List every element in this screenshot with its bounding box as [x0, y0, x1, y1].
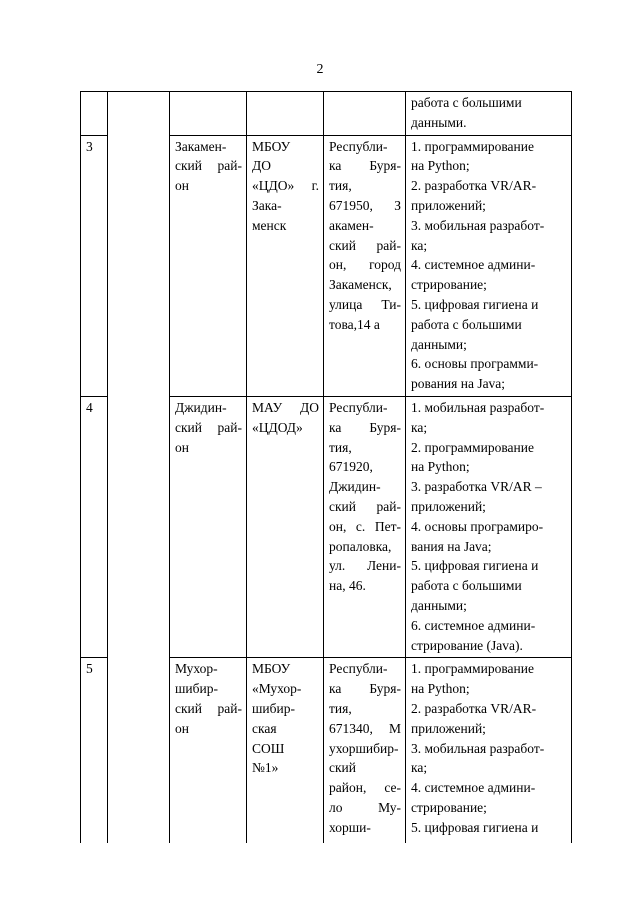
cell-district — [170, 135, 247, 396]
cell-line: на Python; — [411, 158, 470, 174]
cell-num — [81, 92, 108, 136]
cell-line: Джидин- — [175, 399, 227, 415]
cell-district — [170, 92, 247, 136]
cell-line: ка Буря- — [329, 681, 401, 697]
cell-line: хорши- — [329, 819, 371, 835]
cell-line: 1. программирование — [411, 661, 534, 677]
table-row — [81, 658, 572, 843]
cell-address — [324, 92, 406, 136]
cell-line: 3. разработка VR/AR – — [411, 479, 542, 495]
cell-line: он — [175, 439, 189, 455]
cell-line: работа с большими — [411, 578, 522, 594]
cell-line: ропаловка, — [329, 538, 392, 554]
cell-line: тия, — [329, 178, 352, 194]
cell-line: шибир- — [252, 700, 295, 716]
cell-district — [170, 396, 247, 657]
cell-line: стрирование; — [411, 799, 487, 815]
cell-line: улица Ти- — [329, 296, 401, 312]
cell-line: 3. мобильная разработ- — [411, 740, 545, 756]
cell-line: он, город — [329, 257, 401, 273]
cell-line: работа с большими — [411, 316, 522, 332]
cell-line: ло Му- — [329, 799, 401, 815]
cell-line: 5. цифровая гигиена и — [411, 558, 539, 574]
cell-line: тия, — [329, 700, 352, 716]
cell-line: «ЦДОД» — [252, 419, 303, 435]
table-row — [81, 135, 572, 396]
cell-line: Республи- — [329, 399, 388, 415]
cell-line: ский рай- — [175, 158, 242, 174]
cell-line: приложений; — [411, 498, 486, 514]
cell-line: менск — [252, 217, 287, 233]
cell-line: вания на Java; — [411, 538, 492, 554]
cell-region — [108, 92, 170, 136]
cell-line: Закамен- — [175, 138, 227, 154]
cell-line: данными. — [411, 114, 467, 130]
cell-line: ка; — [411, 419, 428, 435]
cell-line: 6. системное админи- — [411, 617, 536, 633]
cell-line: ул. Лени- — [329, 558, 401, 574]
cell-line: ский рай- — [175, 700, 242, 716]
cell-line: ухоршибир- — [329, 740, 399, 756]
cell-line: 671950, З — [329, 197, 401, 213]
cell-region — [108, 135, 170, 396]
cell-line: он, с. Пет- — [329, 518, 401, 534]
cell-district — [170, 658, 247, 843]
cell-line: данными; — [411, 336, 467, 352]
cell-address — [324, 135, 406, 396]
cell-line: он — [175, 720, 189, 736]
cell-line: работа с большими — [411, 95, 522, 110]
cell-line: 6. основы программи- — [411, 356, 539, 372]
cell-line: акамен- — [329, 217, 374, 233]
cell-line: на Python; — [411, 681, 470, 697]
cell-line: 2. программирование — [411, 439, 534, 455]
cell-region — [108, 658, 170, 843]
cell-line: Республи- — [329, 138, 388, 154]
cell-line: ская — [252, 720, 277, 736]
cell-line: 5. цифровая гигиена и — [411, 819, 539, 835]
cell-line: 2. разработка VR/AR- — [411, 700, 537, 716]
cell-line: 1. мобильная разработ- — [411, 399, 545, 415]
institutions-table — [80, 91, 572, 843]
cell-line: тия, — [329, 439, 352, 455]
cell-line: приложений; — [411, 720, 486, 736]
cell-line: Джидин- — [329, 479, 381, 495]
table-row-top-continuation — [81, 92, 572, 136]
cell-line: 5. цифровая гигиена и — [411, 296, 539, 312]
cell-line: район, се- — [329, 780, 401, 796]
cell-line: стрирование; — [411, 277, 487, 293]
table-row — [81, 396, 572, 657]
cell-line: приложений; — [411, 197, 486, 213]
cell-programs — [406, 658, 572, 843]
cell-line: ский — [329, 760, 356, 776]
cell-line: ка Буря- — [329, 419, 401, 435]
cell-line: МБОУ — [252, 661, 291, 677]
cell-line: рования на Java; — [411, 376, 506, 392]
cell-line: ка; — [411, 237, 428, 253]
cell-org — [247, 92, 324, 136]
cell-line: Мухор- — [175, 661, 218, 677]
cell-line: «ЦДО» г. — [252, 178, 319, 194]
cell-num: 5 — [81, 658, 108, 843]
cell-line: 2. разработка VR/AR- — [411, 178, 537, 194]
cell-line: 671920, — [329, 459, 373, 475]
cell-region — [108, 396, 170, 657]
cell-line: №1» — [252, 760, 279, 776]
cell-programs — [406, 92, 572, 136]
cell-line: МАУ ДО — [252, 399, 319, 415]
cell-line: 3. мобильная разработ- — [411, 217, 545, 233]
cell-num: 4 — [81, 396, 108, 657]
cell-line: данными; — [411, 597, 467, 613]
cell-line: на Python; — [411, 459, 470, 475]
cell-line: Республи- — [329, 661, 388, 677]
page-number: 2 — [316, 62, 324, 77]
cell-line: на, 46. — [329, 578, 366, 594]
cell-programs — [406, 135, 572, 396]
cell-line: «Мухор- — [252, 681, 302, 697]
cell-address — [324, 396, 406, 657]
cell-num: 3 — [81, 135, 108, 396]
cell-line: 4. системное админи- — [411, 257, 536, 273]
cell-line: шибир- — [175, 681, 218, 697]
cell-line: ка; — [411, 760, 428, 776]
cell-line: 1. программирование — [411, 138, 534, 154]
cell-line: ский рай- — [175, 419, 242, 435]
cell-line: стрирование (Java). — [411, 637, 523, 653]
cell-line: МБОУ — [252, 138, 291, 154]
cell-line: Зака- — [252, 197, 282, 213]
cell-line: ский рай- — [329, 498, 401, 514]
cell-line: 4. основы програмиро- — [411, 518, 544, 534]
cell-address — [324, 658, 406, 843]
cell-org — [247, 135, 324, 396]
cell-line: 4. системное админи- — [411, 780, 536, 796]
cell-line: 671340, М — [329, 720, 401, 736]
cell-line: Закаменск, — [329, 277, 392, 293]
cell-line: ка Буря- — [329, 158, 401, 174]
cell-line: ский рай- — [329, 237, 401, 253]
cell-line: он — [175, 178, 189, 194]
cell-org — [247, 396, 324, 657]
cell-programs — [406, 396, 572, 657]
cell-line: ДО — [252, 158, 271, 174]
cell-line: СОШ — [252, 740, 285, 756]
cell-line: това,14 а — [329, 316, 380, 332]
cell-org — [247, 658, 324, 843]
